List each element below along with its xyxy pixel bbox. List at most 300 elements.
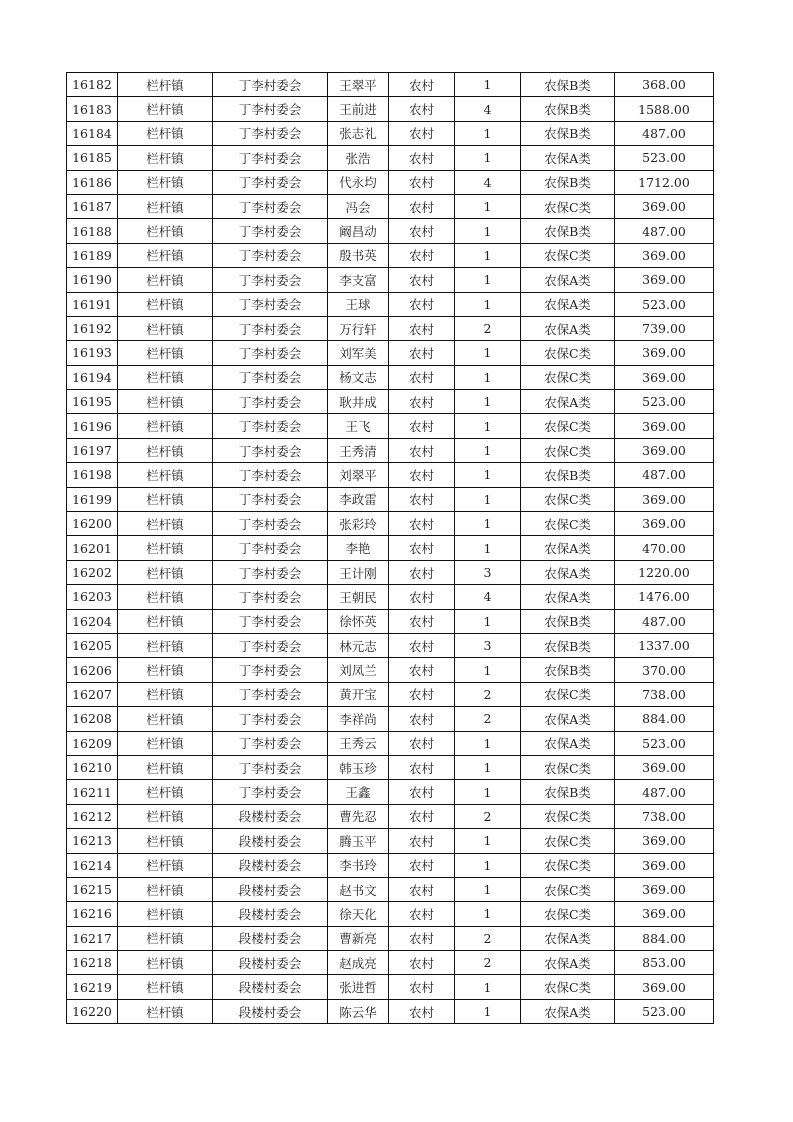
village-committee-cell: 段楼村委会 [213, 804, 328, 828]
village-committee-cell: 丁李村委会 [213, 487, 328, 511]
village-committee-cell: 丁李村委会 [213, 609, 328, 633]
name-cell: 赵书文 [328, 877, 389, 901]
household-type-cell: 农村 [389, 633, 455, 657]
village-committee-cell: 丁李村委会 [213, 219, 328, 243]
serial-number-cell: 16218 [67, 951, 118, 975]
town-cell: 栏杆镇 [118, 853, 213, 877]
amount-cell: 487.00 [615, 463, 714, 487]
name-cell: 王前进 [328, 97, 389, 121]
name-cell: 曹新亮 [328, 926, 389, 950]
serial-number-cell: 16186 [67, 170, 118, 194]
table-row [67, 146, 714, 170]
village-committee-cell: 丁李村委会 [213, 438, 328, 462]
insurance-category-cell: 农保A类 [521, 585, 615, 609]
member-count-cell: 2 [455, 316, 521, 340]
village-committee-cell: 丁李村委会 [213, 536, 328, 560]
insurance-category-cell: 农保A类 [521, 999, 615, 1023]
amount-cell: 369.00 [615, 268, 714, 292]
serial-number-cell: 16188 [67, 219, 118, 243]
village-committee-cell: 丁李村委会 [213, 243, 328, 267]
member-count-cell: 1 [455, 243, 521, 267]
village-committee-cell: 段楼村委会 [213, 877, 328, 901]
serial-number-cell: 16210 [67, 755, 118, 779]
table-row [67, 438, 714, 462]
member-count-cell: 1 [455, 853, 521, 877]
insurance-category-cell: 农保A类 [521, 926, 615, 950]
town-cell: 栏杆镇 [118, 219, 213, 243]
household-type-cell: 农村 [389, 487, 455, 511]
amount-cell: 1220.00 [615, 560, 714, 584]
table-row [67, 951, 714, 975]
table-row [67, 536, 714, 560]
village-committee-cell: 段楼村委会 [213, 853, 328, 877]
insurance-category-cell: 农保C类 [521, 487, 615, 511]
member-count-cell: 2 [455, 682, 521, 706]
amount-cell: 369.00 [615, 414, 714, 438]
amount-cell: 739.00 [615, 316, 714, 340]
town-cell: 栏杆镇 [118, 73, 213, 97]
household-type-cell: 农村 [389, 438, 455, 462]
amount-cell: 523.00 [615, 390, 714, 414]
member-count-cell: 2 [455, 951, 521, 975]
serial-number-cell: 16189 [67, 243, 118, 267]
serial-number-cell: 16184 [67, 121, 118, 145]
amount-cell: 523.00 [615, 999, 714, 1023]
name-cell: 王鑫 [328, 780, 389, 804]
insurance-category-cell: 农保A类 [521, 316, 615, 340]
household-type-cell: 农村 [389, 170, 455, 194]
name-cell: 曹先忍 [328, 804, 389, 828]
table-row [67, 585, 714, 609]
household-type-cell: 农村 [389, 512, 455, 536]
serial-number-cell: 16201 [67, 536, 118, 560]
serial-number-cell: 16209 [67, 731, 118, 755]
table-row [67, 268, 714, 292]
household-type-cell: 农村 [389, 780, 455, 804]
member-count-cell: 1 [455, 658, 521, 682]
town-cell: 栏杆镇 [118, 146, 213, 170]
insurance-category-cell: 农保C类 [521, 902, 615, 926]
household-type-cell: 农村 [389, 999, 455, 1023]
name-cell: 阚昌动 [328, 219, 389, 243]
insurance-category-cell: 农保A类 [521, 536, 615, 560]
household-type-cell: 农村 [389, 975, 455, 999]
serial-number-cell: 16194 [67, 365, 118, 389]
town-cell: 栏杆镇 [118, 97, 213, 121]
name-cell: 腾玉平 [328, 829, 389, 853]
village-committee-cell: 段楼村委会 [213, 829, 328, 853]
serial-number-cell: 16196 [67, 414, 118, 438]
insurance-category-cell: 农保C类 [521, 804, 615, 828]
insurance-category-cell: 农保B类 [521, 121, 615, 145]
table-row [67, 170, 714, 194]
household-type-cell: 农村 [389, 804, 455, 828]
town-cell: 栏杆镇 [118, 877, 213, 901]
village-committee-cell: 丁李村委会 [213, 658, 328, 682]
town-cell: 栏杆镇 [118, 463, 213, 487]
name-cell: 李支富 [328, 268, 389, 292]
member-count-cell: 1 [455, 414, 521, 438]
household-type-cell: 农村 [389, 341, 455, 365]
serial-number-cell: 16208 [67, 707, 118, 731]
town-cell: 栏杆镇 [118, 390, 213, 414]
insurance-category-cell: 农保B类 [521, 219, 615, 243]
town-cell: 栏杆镇 [118, 316, 213, 340]
household-type-cell: 农村 [389, 316, 455, 340]
member-count-cell: 4 [455, 97, 521, 121]
town-cell: 栏杆镇 [118, 414, 213, 438]
household-type-cell: 农村 [389, 902, 455, 926]
table-row [67, 121, 714, 145]
insurance-category-cell: 农保C类 [521, 975, 615, 999]
town-cell: 栏杆镇 [118, 121, 213, 145]
member-count-cell: 1 [455, 755, 521, 779]
table-row [67, 926, 714, 950]
member-count-cell: 1 [455, 487, 521, 511]
village-committee-cell: 丁李村委会 [213, 633, 328, 657]
town-cell: 栏杆镇 [118, 170, 213, 194]
table-row [67, 682, 714, 706]
household-type-cell: 农村 [389, 560, 455, 584]
table-row [67, 243, 714, 267]
serial-number-cell: 16214 [67, 853, 118, 877]
table-row [67, 658, 714, 682]
member-count-cell: 1 [455, 390, 521, 414]
amount-cell: 523.00 [615, 731, 714, 755]
amount-cell: 1712.00 [615, 170, 714, 194]
town-cell: 栏杆镇 [118, 682, 213, 706]
insurance-category-cell: 农保C类 [521, 341, 615, 365]
name-cell: 殷书英 [328, 243, 389, 267]
amount-cell: 369.00 [615, 755, 714, 779]
serial-number-cell: 16205 [67, 633, 118, 657]
amount-cell: 523.00 [615, 146, 714, 170]
household-type-cell: 农村 [389, 755, 455, 779]
serial-number-cell: 16185 [67, 146, 118, 170]
insurance-category-cell: 农保C类 [521, 414, 615, 438]
member-count-cell: 1 [455, 194, 521, 218]
household-type-cell: 农村 [389, 121, 455, 145]
household-type-cell: 农村 [389, 926, 455, 950]
amount-cell: 523.00 [615, 292, 714, 316]
serial-number-cell: 16193 [67, 341, 118, 365]
amount-cell: 369.00 [615, 487, 714, 511]
household-type-cell: 农村 [389, 463, 455, 487]
name-cell: 徐怀英 [328, 609, 389, 633]
name-cell: 张志礼 [328, 121, 389, 145]
table-row [67, 341, 714, 365]
name-cell: 王球 [328, 292, 389, 316]
serial-number-cell: 16183 [67, 97, 118, 121]
village-committee-cell: 丁李村委会 [213, 585, 328, 609]
amount-cell: 1337.00 [615, 633, 714, 657]
table-row [67, 487, 714, 511]
town-cell: 栏杆镇 [118, 243, 213, 267]
household-type-cell: 农村 [389, 390, 455, 414]
table-row [67, 780, 714, 804]
name-cell: 杨文志 [328, 365, 389, 389]
town-cell: 栏杆镇 [118, 755, 213, 779]
amount-cell: 369.00 [615, 829, 714, 853]
name-cell: 陈云华 [328, 999, 389, 1023]
member-count-cell: 1 [455, 975, 521, 999]
serial-number-cell: 16206 [67, 658, 118, 682]
village-committee-cell: 丁李村委会 [213, 731, 328, 755]
insurance-category-cell: 农保B类 [521, 73, 615, 97]
name-cell: 徐天化 [328, 902, 389, 926]
insurance-category-cell: 农保B类 [521, 97, 615, 121]
village-committee-cell: 丁李村委会 [213, 512, 328, 536]
amount-cell: 738.00 [615, 804, 714, 828]
amount-cell: 853.00 [615, 951, 714, 975]
member-count-cell: 1 [455, 438, 521, 462]
serial-number-cell: 16200 [67, 512, 118, 536]
village-committee-cell: 丁李村委会 [213, 146, 328, 170]
town-cell: 栏杆镇 [118, 512, 213, 536]
town-cell: 栏杆镇 [118, 487, 213, 511]
insurance-category-cell: 农保C类 [521, 365, 615, 389]
amount-cell: 369.00 [615, 365, 714, 389]
town-cell: 栏杆镇 [118, 585, 213, 609]
amount-cell: 487.00 [615, 609, 714, 633]
amount-cell: 369.00 [615, 194, 714, 218]
village-committee-cell: 丁李村委会 [213, 97, 328, 121]
table-row [67, 804, 714, 828]
table-row [67, 731, 714, 755]
table-row [67, 755, 714, 779]
town-cell: 栏杆镇 [118, 365, 213, 389]
member-count-cell: 1 [455, 73, 521, 97]
table-row [67, 829, 714, 853]
town-cell: 栏杆镇 [118, 902, 213, 926]
insurance-category-cell: 农保B类 [521, 170, 615, 194]
town-cell: 栏杆镇 [118, 438, 213, 462]
insurance-category-cell: 农保A类 [521, 731, 615, 755]
town-cell: 栏杆镇 [118, 658, 213, 682]
insurance-category-cell: 农保A类 [521, 560, 615, 584]
town-cell: 栏杆镇 [118, 975, 213, 999]
table-row [67, 194, 714, 218]
village-committee-cell: 丁李村委会 [213, 707, 328, 731]
insurance-category-cell: 农保C类 [521, 877, 615, 901]
amount-cell: 487.00 [615, 121, 714, 145]
name-cell: 耿井成 [328, 390, 389, 414]
name-cell: 王飞 [328, 414, 389, 438]
household-type-cell: 农村 [389, 853, 455, 877]
village-committee-cell: 丁李村委会 [213, 390, 328, 414]
name-cell: 王秀清 [328, 438, 389, 462]
amount-cell: 369.00 [615, 243, 714, 267]
name-cell: 张浩 [328, 146, 389, 170]
name-cell: 万行轩 [328, 316, 389, 340]
member-count-cell: 2 [455, 707, 521, 731]
insurance-category-cell: 农保A类 [521, 951, 615, 975]
village-committee-cell: 段楼村委会 [213, 902, 328, 926]
insurance-category-cell: 农保B类 [521, 609, 615, 633]
town-cell: 栏杆镇 [118, 829, 213, 853]
table-row [67, 902, 714, 926]
member-count-cell: 1 [455, 292, 521, 316]
insurance-category-cell: 农保C类 [521, 243, 615, 267]
name-cell: 王朝民 [328, 585, 389, 609]
amount-cell: 370.00 [615, 658, 714, 682]
village-committee-cell: 段楼村委会 [213, 951, 328, 975]
name-cell: 张进哲 [328, 975, 389, 999]
serial-number-cell: 16220 [67, 999, 118, 1023]
member-count-cell: 1 [455, 341, 521, 365]
member-count-cell: 1 [455, 731, 521, 755]
serial-number-cell: 16216 [67, 902, 118, 926]
household-type-cell: 农村 [389, 585, 455, 609]
insurance-category-cell: 农保C类 [521, 682, 615, 706]
village-committee-cell: 丁李村委会 [213, 560, 328, 584]
town-cell: 栏杆镇 [118, 292, 213, 316]
member-count-cell: 1 [455, 121, 521, 145]
member-count-cell: 1 [455, 536, 521, 560]
village-committee-cell: 段楼村委会 [213, 999, 328, 1023]
village-committee-cell: 丁李村委会 [213, 682, 328, 706]
name-cell: 李书玲 [328, 853, 389, 877]
member-count-cell: 1 [455, 463, 521, 487]
town-cell: 栏杆镇 [118, 341, 213, 365]
amount-cell: 487.00 [615, 219, 714, 243]
insurance-category-cell: 农保B类 [521, 780, 615, 804]
serial-number-cell: 16187 [67, 194, 118, 218]
insurance-category-cell: 农保C类 [521, 438, 615, 462]
village-committee-cell: 丁李村委会 [213, 73, 328, 97]
village-committee-cell: 丁李村委会 [213, 121, 328, 145]
amount-cell: 368.00 [615, 73, 714, 97]
household-type-cell: 农村 [389, 292, 455, 316]
member-count-cell: 1 [455, 780, 521, 804]
village-committee-cell: 丁李村委会 [213, 463, 328, 487]
town-cell: 栏杆镇 [118, 633, 213, 657]
town-cell: 栏杆镇 [118, 951, 213, 975]
town-cell: 栏杆镇 [118, 804, 213, 828]
amount-cell: 738.00 [615, 682, 714, 706]
town-cell: 栏杆镇 [118, 707, 213, 731]
insurance-category-cell: 农保A类 [521, 268, 615, 292]
table-row [67, 560, 714, 584]
insurance-category-cell: 农保B类 [521, 658, 615, 682]
name-cell: 王计刚 [328, 560, 389, 584]
village-committee-cell: 丁李村委会 [213, 341, 328, 365]
insurance-category-cell: 农保C类 [521, 194, 615, 218]
household-type-cell: 农村 [389, 146, 455, 170]
household-type-cell: 农村 [389, 414, 455, 438]
insurance-category-cell: 农保C类 [521, 853, 615, 877]
serial-number-cell: 16197 [67, 438, 118, 462]
amount-cell: 1476.00 [615, 585, 714, 609]
serial-number-cell: 16202 [67, 560, 118, 584]
household-type-cell: 农村 [389, 951, 455, 975]
table-row [67, 877, 714, 901]
amount-cell: 369.00 [615, 438, 714, 462]
household-type-cell: 农村 [389, 365, 455, 389]
table-row [67, 219, 714, 243]
name-cell: 刘凤兰 [328, 658, 389, 682]
table-row [67, 316, 714, 340]
table-row [67, 999, 714, 1023]
insurance-category-cell: 农保A类 [521, 146, 615, 170]
member-count-cell: 1 [455, 829, 521, 853]
amount-cell: 884.00 [615, 926, 714, 950]
table-row [67, 975, 714, 999]
table-row [67, 390, 714, 414]
household-type-cell: 农村 [389, 829, 455, 853]
village-committee-cell: 丁李村委会 [213, 316, 328, 340]
household-type-cell: 农村 [389, 658, 455, 682]
member-count-cell: 1 [455, 999, 521, 1023]
household-type-cell: 农村 [389, 609, 455, 633]
amount-cell: 369.00 [615, 975, 714, 999]
name-cell: 刘军美 [328, 341, 389, 365]
name-cell: 张彩玲 [328, 512, 389, 536]
town-cell: 栏杆镇 [118, 268, 213, 292]
member-count-cell: 1 [455, 268, 521, 292]
amount-cell: 369.00 [615, 877, 714, 901]
household-type-cell: 农村 [389, 536, 455, 560]
town-cell: 栏杆镇 [118, 194, 213, 218]
village-committee-cell: 丁李村委会 [213, 755, 328, 779]
name-cell: 李祥尚 [328, 707, 389, 731]
village-committee-cell: 丁李村委会 [213, 365, 328, 389]
household-type-cell: 农村 [389, 97, 455, 121]
name-cell: 李艳 [328, 536, 389, 560]
insurance-category-cell: 农保C类 [521, 755, 615, 779]
amount-cell: 369.00 [615, 341, 714, 365]
village-committee-cell: 丁李村委会 [213, 780, 328, 804]
amount-cell: 369.00 [615, 512, 714, 536]
serial-number-cell: 16198 [67, 463, 118, 487]
member-count-cell: 4 [455, 585, 521, 609]
amount-cell: 1588.00 [615, 97, 714, 121]
member-count-cell: 1 [455, 609, 521, 633]
household-type-cell: 农村 [389, 682, 455, 706]
member-count-cell: 3 [455, 560, 521, 584]
member-count-cell: 4 [455, 170, 521, 194]
town-cell: 栏杆镇 [118, 999, 213, 1023]
name-cell: 黄开宝 [328, 682, 389, 706]
village-committee-cell: 丁李村委会 [213, 170, 328, 194]
insurance-category-cell: 农保A类 [521, 707, 615, 731]
member-count-cell: 1 [455, 146, 521, 170]
table-row [67, 512, 714, 536]
member-count-cell: 1 [455, 219, 521, 243]
table-row [67, 97, 714, 121]
insurance-category-cell: 农保A类 [521, 292, 615, 316]
town-cell: 栏杆镇 [118, 560, 213, 584]
serial-number-cell: 16219 [67, 975, 118, 999]
amount-cell: 470.00 [615, 536, 714, 560]
member-count-cell: 2 [455, 804, 521, 828]
member-count-cell: 1 [455, 365, 521, 389]
amount-cell: 369.00 [615, 902, 714, 926]
serial-number-cell: 16207 [67, 682, 118, 706]
member-count-cell: 1 [455, 512, 521, 536]
amount-cell: 487.00 [615, 780, 714, 804]
table-row [67, 609, 714, 633]
table-row [67, 707, 714, 731]
village-committee-cell: 丁李村委会 [213, 194, 328, 218]
household-type-cell: 农村 [389, 877, 455, 901]
serial-number-cell: 16215 [67, 877, 118, 901]
village-committee-cell: 段楼村委会 [213, 926, 328, 950]
amount-cell: 884.00 [615, 707, 714, 731]
member-count-cell: 3 [455, 633, 521, 657]
serial-number-cell: 16191 [67, 292, 118, 316]
name-cell: 刘翠平 [328, 463, 389, 487]
